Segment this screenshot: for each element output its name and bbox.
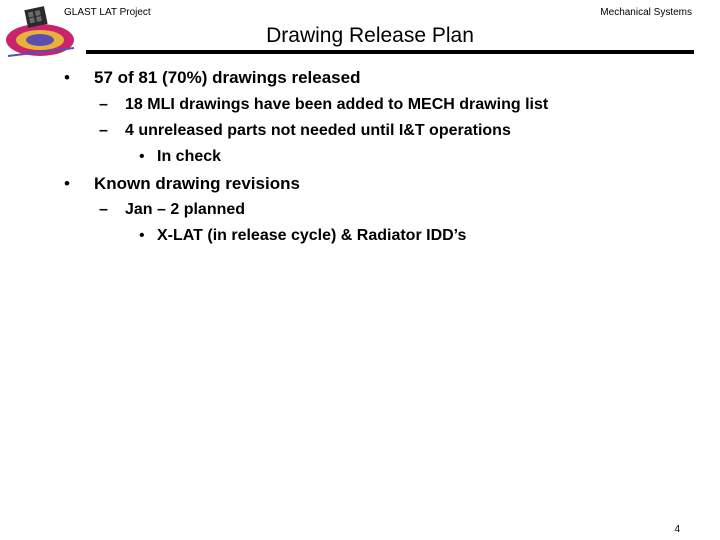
title-divider [86,50,694,54]
sub-bullet-item [99,121,511,141]
bullet-text: Known drawing revisions [94,174,300,193]
bullet-marker: • [64,174,70,193]
slide-title: Drawing Release Plan [266,24,474,47]
sub-bullet-text: 18 MLI drawings have been added to MECH drawing list [125,96,549,113]
bullet-marker: • [139,148,145,165]
page-number: 4 [674,524,680,535]
bullet-item [64,174,300,194]
sub-sub-bullet-text: X-LAT (in release cycle) & Radiator IDD’s [157,227,467,244]
sub-sub-bullet-text: In check [157,148,222,165]
sub-bullet-item [99,200,246,220]
bullet-marker: • [64,68,70,87]
bullet-text: 57 of 81 (70%) drawings released [94,68,361,87]
sub-bullet-text: 4 unreleased parts not needed until I&T operations [125,122,511,139]
sub-bullet-text: Jan – 2 planned [125,201,246,218]
sub-bullet-item [99,95,549,115]
sub-sub-bullet-item [139,147,222,167]
sub-sub-bullet-item [139,226,467,246]
dash-marker: – [99,96,108,113]
dash-marker: – [99,201,108,218]
bullet-item [64,68,361,88]
header-project-name: GLAST LAT Project [64,7,151,18]
header-department: Mechanical Systems [600,7,692,18]
dash-marker: – [99,122,108,139]
bullet-marker: • [139,227,145,244]
